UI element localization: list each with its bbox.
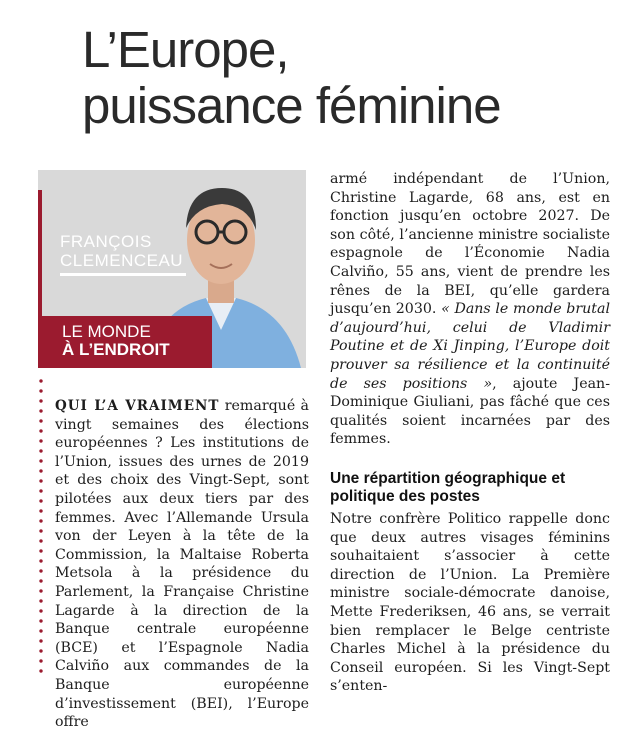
paragraph-1 xyxy=(55,397,309,732)
article-column-2 xyxy=(330,170,610,449)
paragraph-2 xyxy=(330,170,610,449)
subheading: Une répartition géographique et politique des postes xyxy=(330,470,566,505)
author-underline xyxy=(60,273,186,276)
paragraph-1-text: remarqué à vingt semaines des élections européennes ? Les institutions de l’Union, issues des urnes de 2019 et des choix des Vingt-Sept, sont pilotées aux deux tiers par des femmes. Avec l’Allemande Ursula von der Leyen à la tête de la Commission, la Maltaise Roberta Metsola à la présidence du Parlement, la Française Christine Lagarde à la direction de la Banque centrale européenne (BCE) et l’Espagnole Nadia Calviño aux commandes de la Banque européenne d’investissement (BEI), l’Europe offre xyxy=(55,398,309,731)
author-last-name: CLEMENCEAU xyxy=(60,251,184,270)
column-rubric xyxy=(38,316,212,368)
paragraph-2-start: armé indépendant de l’Union, Christine Lagarde, 68 ans, est en fonction jusqu’en octobre 2027. De son côté, l’ancienne ministre socialiste espagnole de l’Économie Nadia Calviño, 55 ans, vient de prendre les rênes de la BEI, qu’elle gardera jusqu’en 2030. xyxy=(330,171,610,318)
dotted-rule xyxy=(38,376,44,676)
rubric-line-1: LE MONDE xyxy=(62,322,151,341)
author-first-name: FRANÇOIS xyxy=(60,232,152,251)
quote: « Dans le monde brutal d’aujourd’hui, celui de Vladimir Poutine et de Xi Jinping, l’Europe doit prouver sa résilience et la continuité de ses positions » xyxy=(330,301,610,392)
article-column-2-continued xyxy=(330,510,610,696)
article-column-1 xyxy=(55,397,309,732)
headline xyxy=(82,22,602,134)
author-name xyxy=(60,232,210,270)
lead-in: QUI L’A VRAIMENT xyxy=(55,398,220,414)
headline-line-2: puissance féminine xyxy=(82,77,501,134)
rubric-line-2: À L’ENDROIT xyxy=(62,340,170,359)
paragraph-2-end: , ajoute Jean-Dominique Giuliani, pas fâché que ces qualités soient incarnées par des femmes. xyxy=(330,375,610,448)
headline-line-1: L’Europe, xyxy=(82,21,289,78)
paragraph-3: Notre confrère Politico rappelle donc que deux autres visages féminins souhaitaient s’associer à cette direction de l’Union. La Première ministre sociale-démocrate danoise, Mette Frederiksen, 46 ans, se verrait bien remplacer le Belge centriste Charles Michel à la présidence du Conseil européen. Si les Vingt-Sept s’enten- xyxy=(330,511,610,695)
